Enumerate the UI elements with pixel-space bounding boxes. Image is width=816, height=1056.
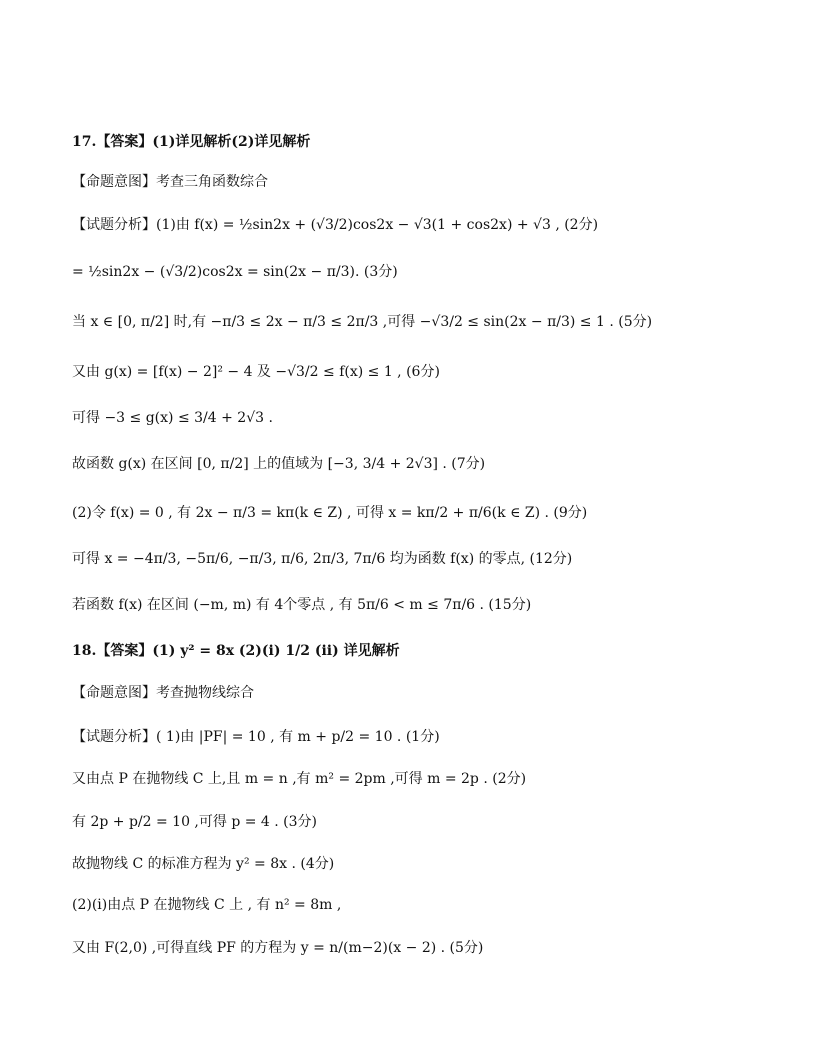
q18-answer: 18.【答案】(1) y² = 8x (2)(i) 1/2 (ii) 详见解析 <box>72 643 400 659</box>
q17-analysis-step-4: 又由 g(x) = [f(x) − 2]² − 4 及 −√3/2 ≤ f(x) ≤ 1 , (6分) <box>72 364 440 380</box>
q17-answer: 17.【答案】(1)详见解析(2)详见解析 <box>72 134 311 150</box>
q18-analysis-step-1: 【试题分析】( 1)由 |PF| = 10 , 有 m + p/2 = 10 . (1分) <box>72 729 440 745</box>
q17-analysis-step-5: 可得 −3 ≤ g(x) ≤ 3/4 + 2√3 . <box>72 410 273 426</box>
q18-analysis-step-3: 有 2p + p/2 = 10 ,可得 p = 4 . (3分) <box>72 814 318 830</box>
q17-part2-step-3: 若函数 f(x) 在区间 (−m, m) 有 4个零点 , 有 5π/6 < m ≤ 7π/6 . (15分) <box>72 597 532 613</box>
q17-analysis-step-6: 故函数 g(x) 在区间 [0, π/2] 上的值域为 [−3, 3/4 + 2√3] . (7分) <box>72 456 486 472</box>
q17-intent: 【命题意图】考查三角函数综合 <box>72 174 268 190</box>
q17-analysis-step-3: 当 x ∈ [0, π/2] 时,有 −π/3 ≤ 2x − π/3 ≤ 2π/3 ,可得 −√3/2 ≤ sin(2x − π/3) ≤ 1 . (5分) <box>72 314 653 330</box>
q17-analysis-step-2: = ½sin2x − (√3/2)cos2x = sin(2x − π/3). (3分) <box>72 264 398 280</box>
q18-intent: 【命题意图】考查抛物线综合 <box>72 685 254 701</box>
q18-analysis-step-2: 又由点 P 在抛物线 C 上,且 m = n ,有 m² = 2pm ,可得 m = 2p . (2分) <box>72 771 527 787</box>
q18-part2-step-1: (2)(i)由点 P 在抛物线 C 上 , 有 n² = 8m , <box>72 897 342 913</box>
q18-part2-step-2: 又由 F(2,0) ,可得直线 PF 的方程为 y = n/(m−2)(x − 2) . (5分) <box>72 940 484 956</box>
q17-part2-step-1: (2)令 f(x) = 0 , 有 2x − π/3 = kπ(k ∈ Z) , 可得 x = kπ/2 + π/6(k ∈ Z) . (9分) <box>72 505 588 521</box>
q17-analysis-step-1: 【试题分析】(1)由 f(x) = ½sin2x + (√3/2)cos2x − √3(1 + cos2x) + √3 , (2分) <box>72 217 599 233</box>
q17-part2-step-2: 可得 x = −4π/3, −5π/6, −π/3, π/6, 2π/3, 7π/6 均为函数 f(x) 的零点, (12分) <box>72 551 573 567</box>
q18-analysis-step-4: 故抛物线 C 的标准方程为 y² = 8x . (4分) <box>72 856 335 872</box>
